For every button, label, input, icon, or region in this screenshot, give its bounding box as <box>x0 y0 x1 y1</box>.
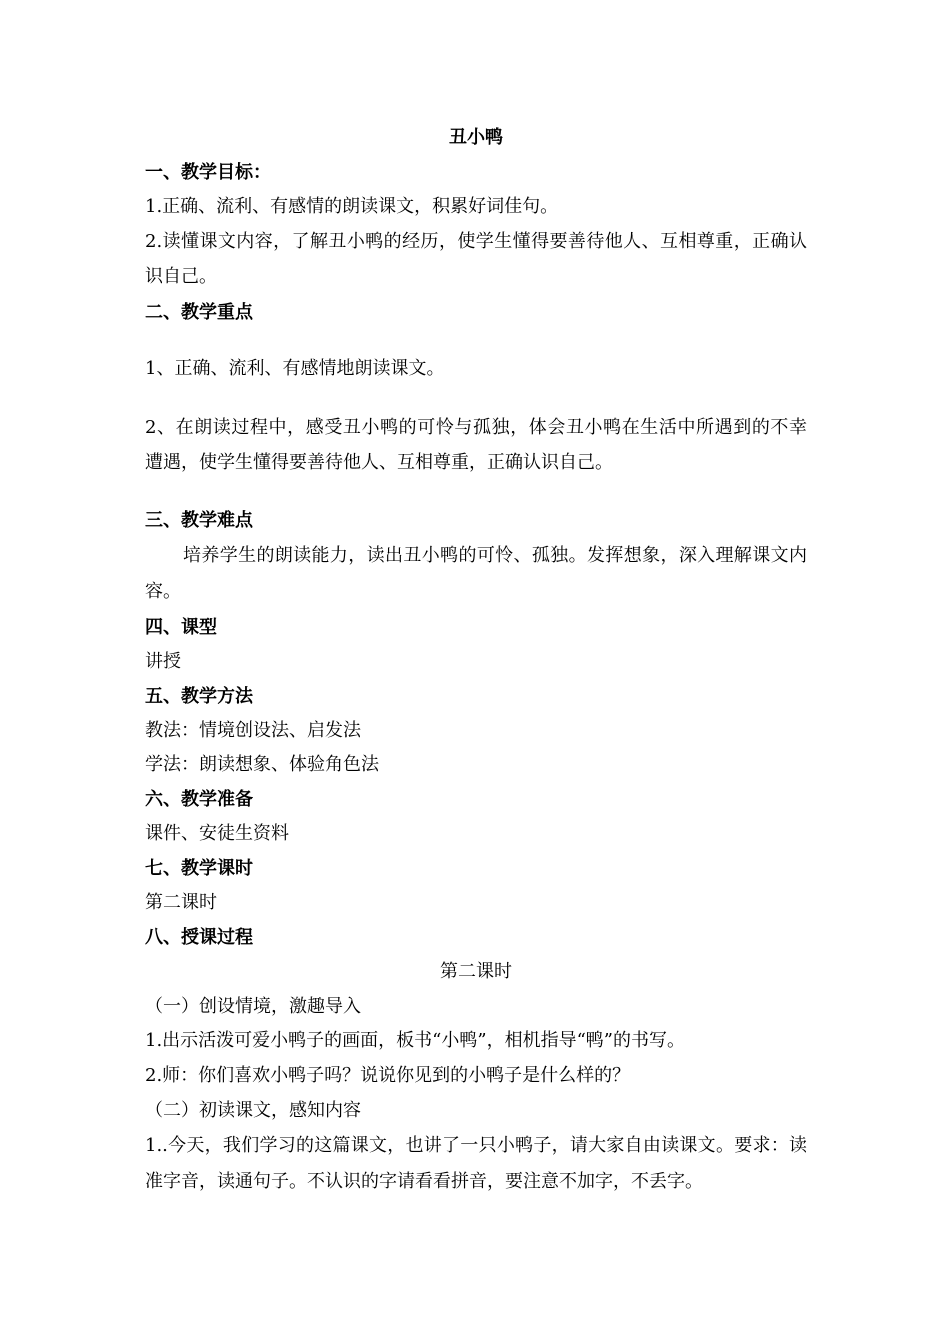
section-heading-difficulties: 三、教学难点 <box>145 510 253 531</box>
objective-item-2-line-1: 2.读懂课文内容，了解丑小鸭的经历，使学生懂得要善待他人、互相尊重，正确认 <box>145 231 807 252</box>
preparation-text: 课件、安徒生资料 <box>145 823 289 844</box>
key-point-item-1: 1、正确、流利、有感情地朗读课文。 <box>145 358 445 379</box>
process-part-2-item-1-line-2: 准字音，读通句子。不认识的字请看看拼音，要注意不加字，不丢字。 <box>145 1171 703 1192</box>
learning-method-text: 学法：朗读想象、体验角色法 <box>145 754 379 775</box>
section-heading-preparation: 六、教学准备 <box>145 789 253 810</box>
difficulties-line-2: 容。 <box>145 581 181 602</box>
process-part-1-item-1: 1.出示活泼可爱小鸭子的画面，板书“小鸭”，相机指导“鸭”的书写。 <box>145 1030 685 1051</box>
teaching-method-text: 教法：情境创设法、启发法 <box>145 720 361 741</box>
document-title: 丑小鸭 <box>449 127 503 148</box>
lesson-type-text: 讲授 <box>145 651 181 672</box>
objective-item-2-line-2: 识自己。 <box>145 266 217 287</box>
process-subtitle: 第二课时 <box>440 961 512 982</box>
process-part-1-item-2: 2.师：你们喜欢小鸭子吗？说说你见到的小鸭子是什么样的？ <box>145 1065 631 1086</box>
section-heading-process: 八、授课过程 <box>145 927 253 948</box>
section-heading-periods: 七、教学课时 <box>145 858 253 879</box>
difficulties-line-1: 培养学生的朗读能力，读出丑小鸭的可怜、孤独。发挥想象，深入理解课文内 <box>183 545 807 566</box>
objective-item-1: 1.正确、流利、有感情的朗读课文，积累好词佳句。 <box>145 196 559 217</box>
process-part-2-item-1-line-1: 1..今天，我们学习的这篇课文，也讲了一只小鸭子，请大家自由读课文。要求：读 <box>145 1135 807 1156</box>
section-heading-methods: 五、教学方法 <box>145 686 253 707</box>
process-part-2-heading: （二）初读课文，感知内容 <box>145 1100 361 1121</box>
process-part-1-heading: （一）创设情境，激趣导入 <box>145 996 361 1017</box>
section-heading-objectives: 一、教学目标： <box>145 162 271 183</box>
section-heading-lesson-type: 四、课型 <box>145 617 217 638</box>
key-point-item-2-line-1: 2、在朗读过程中，感受丑小鸭的可怜与孤独，体会丑小鸭在生活中所遇到的不幸 <box>145 417 807 438</box>
key-point-item-2-line-2: 遭遇，使学生懂得要善待他人、互相尊重，正确认识自己。 <box>145 452 613 473</box>
section-heading-key-points: 二、教学重点 <box>145 302 253 323</box>
periods-text: 第二课时 <box>145 892 217 913</box>
